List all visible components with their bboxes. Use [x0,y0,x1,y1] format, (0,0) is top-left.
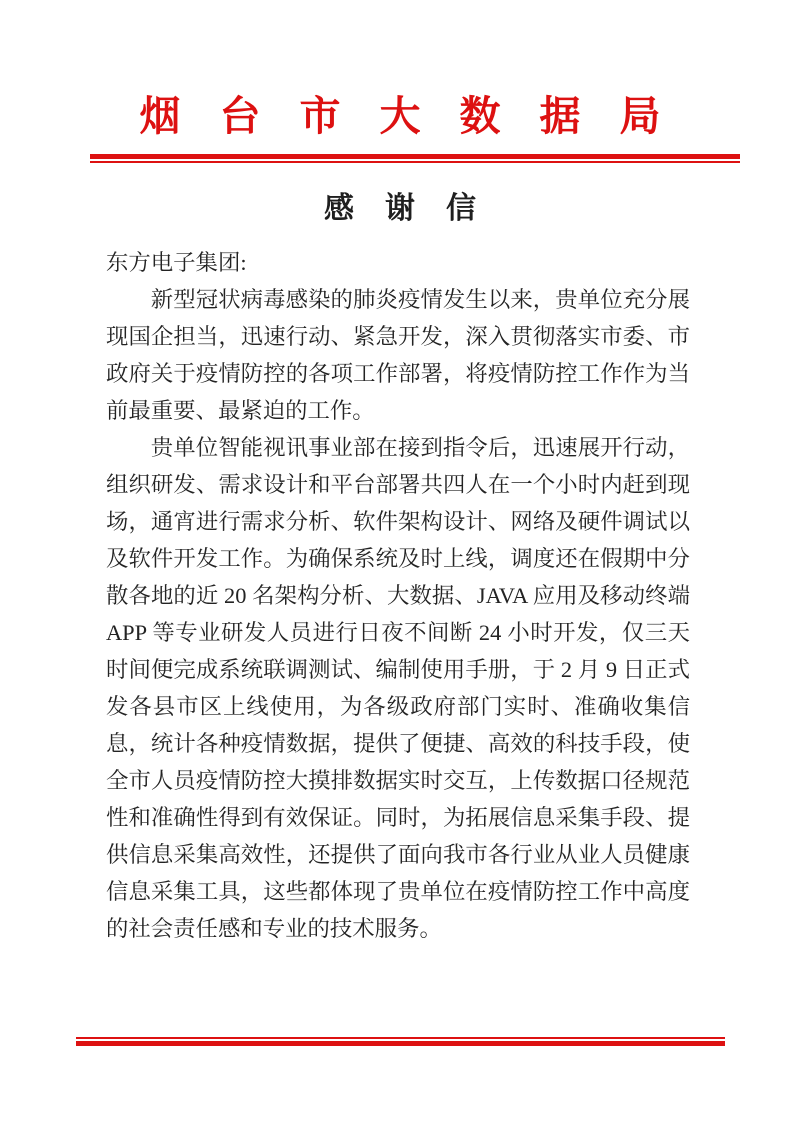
paragraph-1: 新型冠状病毒感染的肺炎疫情发生以来，贵单位充分展现国企担当，迅速行动、紧急开发，深入贯彻落实市委、市政府关于疫情防控的各项工作部署，将疫情防控工作作为当前最重要、最紧迫的工作。 [106,287,690,423]
letterhead-org-name: 烟台市大数据局 [139,93,700,139]
divider-thin-line [90,161,740,163]
letter-title: 感谢信 [324,192,507,225]
recipient-line: 东方电子集团: [106,250,247,275]
letter-body [106,244,690,947]
divider-thick-line [76,1041,725,1046]
footer-divider [76,1037,725,1046]
paragraph-2: 贵单位智能视讯事业部在接到指令后，迅速展开行动，组织研发、需求设计和平台部署共四人在一个小时内赶到现场，通宵进行需求分析、软件架构设计、网络及硬件调试以及软件开发工作。为确保系统及时上线，调度还在假期中分散各地的近 20 名架构分析、大数据、JAVA 应用及移动终端 APP 等专业研发人员进行日夜不间断 24 小时开发，仅三天时间便完成系统联调测试、编制使用手册，于 2 月 9 日正式发各县市区上线使用，为各级政府部门实时、准确收集信息，统计各种疫情数据，提供了便捷、高效的科技手段，使全市人员疫情防控大摸排数据实时交互，上传数据口径规范性和准确性得到有效保证。同时，为拓展信息采集手段、提供信息采集高效性，还提供了面向我市各行业从业人员健康信息采集工具，这些都体现了贵单位在疫情防控工作中高度的社会责任感和专业的技术服务。 [106,435,690,941]
letterhead-divider [90,154,740,163]
